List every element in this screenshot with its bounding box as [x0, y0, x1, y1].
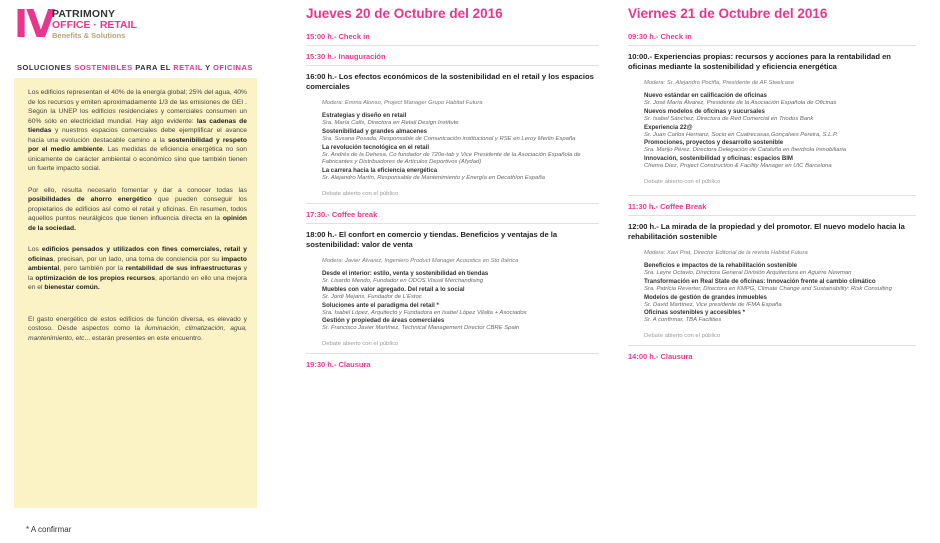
- talk-item: Muebles con valor agregado. Del retail a lo social Sr. Jordi Mejans, Fundador de L'Estoc: [322, 285, 465, 300]
- talk-item: Sostenibilidad y grandes almacenes Sra. Susana Posada, Responsable de Comunicación institucional y RSE en Leroy Merlin España: [322, 127, 576, 142]
- divider: [306, 223, 599, 224]
- divider: [306, 203, 599, 204]
- divider: [628, 195, 916, 196]
- day-1-title: Jueves 20 de Octubre del 2016: [306, 6, 503, 21]
- day-1-session-2-moderator: Modera: Javier Álvarez, Ingeniero Product Manager Acoustics en Sto Ibérica: [322, 257, 519, 264]
- day-2-session-2-title: 12:00 h.- La mirada de la propiedad y del promotor. El nuevo modelo hacia la rehabilitación sostenible: [628, 222, 905, 242]
- logo-line-1: PATRIMONY: [52, 8, 116, 20]
- talk-item: Desde el interior: estilo, venta y sostenibilidad en tiendas Sr. Lisardo Mendo, Fundador en ODOS Visual Merchandising: [322, 269, 489, 284]
- intro-paragraph-1: Los edificios representan el 40% de la energía global; 25% del agua, 40% de los recursos y emiten aproximadamente 1/3 de las emisiones de GEI . Según la UNEP los edificios residenciales y comerciales consumen un 60% sólo en electricidad mundial. Hay algo evidente: las cadenas de tiendas y nuestros espacios comerciales debe ejemplificar el avance hacia una evolución destacable camino a la sostenibilidad y respeto por el medio ambiente. Las medidas de eficiencia energética no son únicamente de carácter ambiental o económico sino que también tienen un fuerte impacto social.: [28, 89, 247, 173]
- talk-item: Modelos de gestión de grandes inmuebles Sr. David Martínez, Vice presidente de IFMA España: [644, 293, 782, 308]
- talk-item: Oficinas sostenibles y accesibles * Sr. A confirmar, TBA Facilities: [644, 309, 745, 324]
- day-1-column: [306, 6, 599, 369]
- day-1-session-1-moderator: Modera: Emma Alonso, Project Manager Grupo Habitat Futura: [322, 99, 483, 106]
- day-1-session-1-debate: Debate abierto con el público: [322, 190, 399, 197]
- talk-item: La revolución tecnológica en el retail Sr. Andrés de la Dehesa, Co fundador de 720e-tab y Vice Presidente de la Asociación Española de Fabricantes y Distribuidores de Artículos Deportivos (Afydad): [322, 143, 581, 166]
- day-1-checkin: 15:00 h.- Check in: [306, 32, 370, 41]
- talk-item: La carrera hacia la eficiencia energética Sr. Alejandro Martín, Responsable de Mantenimiento y Energía en Decathlon España: [322, 167, 545, 182]
- logo-line-2: OFFICE · RETAIL: [52, 19, 137, 31]
- day-2-closing: 14:00 h.- Clausura: [628, 352, 693, 362]
- day-2-coffee-break: 11:30 h.- Coffee Break: [628, 202, 707, 211]
- day-2-session-1-title: 10:00.- Experiencias propias: recursos y acciones para la rentabilidad en oficinas mediante la sostenibilidad y eficiencia energética: [628, 52, 891, 72]
- day-1-session-2-debate: Debate abierto con el público: [322, 341, 399, 348]
- divider: [628, 45, 916, 46]
- day-2-column: [628, 6, 916, 361]
- intro-paragraph-3: Los edificios pensados y utilizados con fines comerciales, retail y oficinas, precisan, por un lado, una toma de conciencia por su impacto ambiental, pero también por la rentabilidad de sus infraestructuras y la optimización de los propios recursos, aportando en ello una mejora en el bienestar común.: [28, 246, 248, 292]
- divider: [306, 65, 599, 66]
- talk-item: Innovación, sostenibilidad y oficinas: espacios BIM Chema Díez, Project Construction & Facility Manager en UIC Barcelona: [644, 155, 832, 170]
- day-1-session-2-title: 18:00 h.- El confort en comercio y tiendas. Beneficios y ventajas de la sostenibilidad: valor de venta: [306, 229, 558, 250]
- divider: [628, 345, 916, 346]
- talk-item: Promociones, proyectos y desarrollo sostenible Sra. Marijo Pérez, Directora Delegación de Cataluña en Iberdrola Inmobiliaria: [644, 139, 847, 154]
- talk-item: Beneficios e impactos de la rehabilitación sostenible Sra. Leyre Octavio, Directora General División Arquitectura en Aguirre Newman: [644, 261, 852, 276]
- talk-item: Estrategias y diseño en retail Sra. María Calls, Directora en Retail Design Institute: [322, 111, 459, 126]
- intro-paragraph-4: El gasto energético de estos edificios de función diversa, es elevado y costoso. Desde aspectos como la iluminación, climatización, agua, mantenimiento, etc... estarán presentes en este encuentro.: [28, 315, 247, 342]
- day-1-inauguration: 15:30 h.- Inauguración: [306, 52, 386, 61]
- divider: [628, 215, 916, 216]
- tagline: SOLUCIONES SOSTENIBLES PARA EL RETAIL Y OFICINAS: [17, 63, 253, 72]
- day-2-title: Viernes 21 de Octubre del 2016: [628, 6, 828, 21]
- day-2-session-2-moderator: Modera: Xavi Prat, Director Editorial de la revista Habitat Futura: [644, 249, 808, 256]
- logo-numeral: IV: [14, 2, 54, 46]
- day-1-coffee-break: 17:30.- Coffee break: [306, 209, 378, 219]
- day-2-checkin: 09:30 h.- Check in: [628, 32, 692, 41]
- day-2-session-1-debate: Debate abierto con el público: [644, 179, 721, 185]
- intro-panel: [14, 78, 257, 508]
- footnote: * A confirmar: [26, 525, 72, 534]
- day-1-closing: 19:30 h.- Clausura: [306, 360, 371, 370]
- logo: [14, 2, 194, 46]
- divider: [306, 353, 599, 354]
- intro-paragraph-2: Por ello, resulta necesario fomentar y dar a conocer todas las posibilidades de ahorro energético que pueden conseguir los propietarios de edificios así como el retail y oficinas. En resumen, todos aquellos puntos neurálgicos que tienen influencia directa en la opinión de la sociedad.: [28, 186, 247, 232]
- talk-item: Gestión y propiedad de áreas comerciales Sr. Francisco Javier Martínez, Technical Management Director CBRE Spain: [322, 317, 520, 332]
- talk-item: Nuevo estándar en calificación de oficinas Sr. José María Álvarez, Presidente de la Asociación Española de Oficinas: [644, 91, 837, 106]
- day-2-session-1-moderator: Modera: Sr. Alejandro Pociña, Presidente de AF Steelcase: [644, 79, 795, 86]
- divider: [306, 45, 599, 46]
- talk-item: Soluciones ante el paradigma del retail * Sra. Isabel López, Arquitecto y Fundadora en Isabel López Vilalta + Asociados: [322, 301, 527, 316]
- talk-item: Nuevos modelos de oficinas y sucursales Sr. Isabel Sánchez, Directora de Red Comercial en Triodos Bank: [644, 107, 814, 122]
- talk-item: Experiencia 22@ Sr. Juan Carlos Hernanz, Socio en Cuatrecasas,Gonçalves Pereira, S.L.P.: [644, 123, 838, 138]
- day-1-session-1-title: 16:00 h.- Los efectos económicos de la sostenibilidad en el retail y los espacios comerciales: [306, 72, 594, 92]
- logo-line-3: Benefits & Solutions: [52, 31, 126, 40]
- talk-item: Transformación en Real State de oficinas: Innovación frente al cambio climático Sra. Patricia Reverter, Directora en KMPG, Climate Change and Sustainability: Risk Consulting: [644, 277, 892, 292]
- day-2-session-2-debate: Debate abierto con el público: [644, 333, 721, 340]
